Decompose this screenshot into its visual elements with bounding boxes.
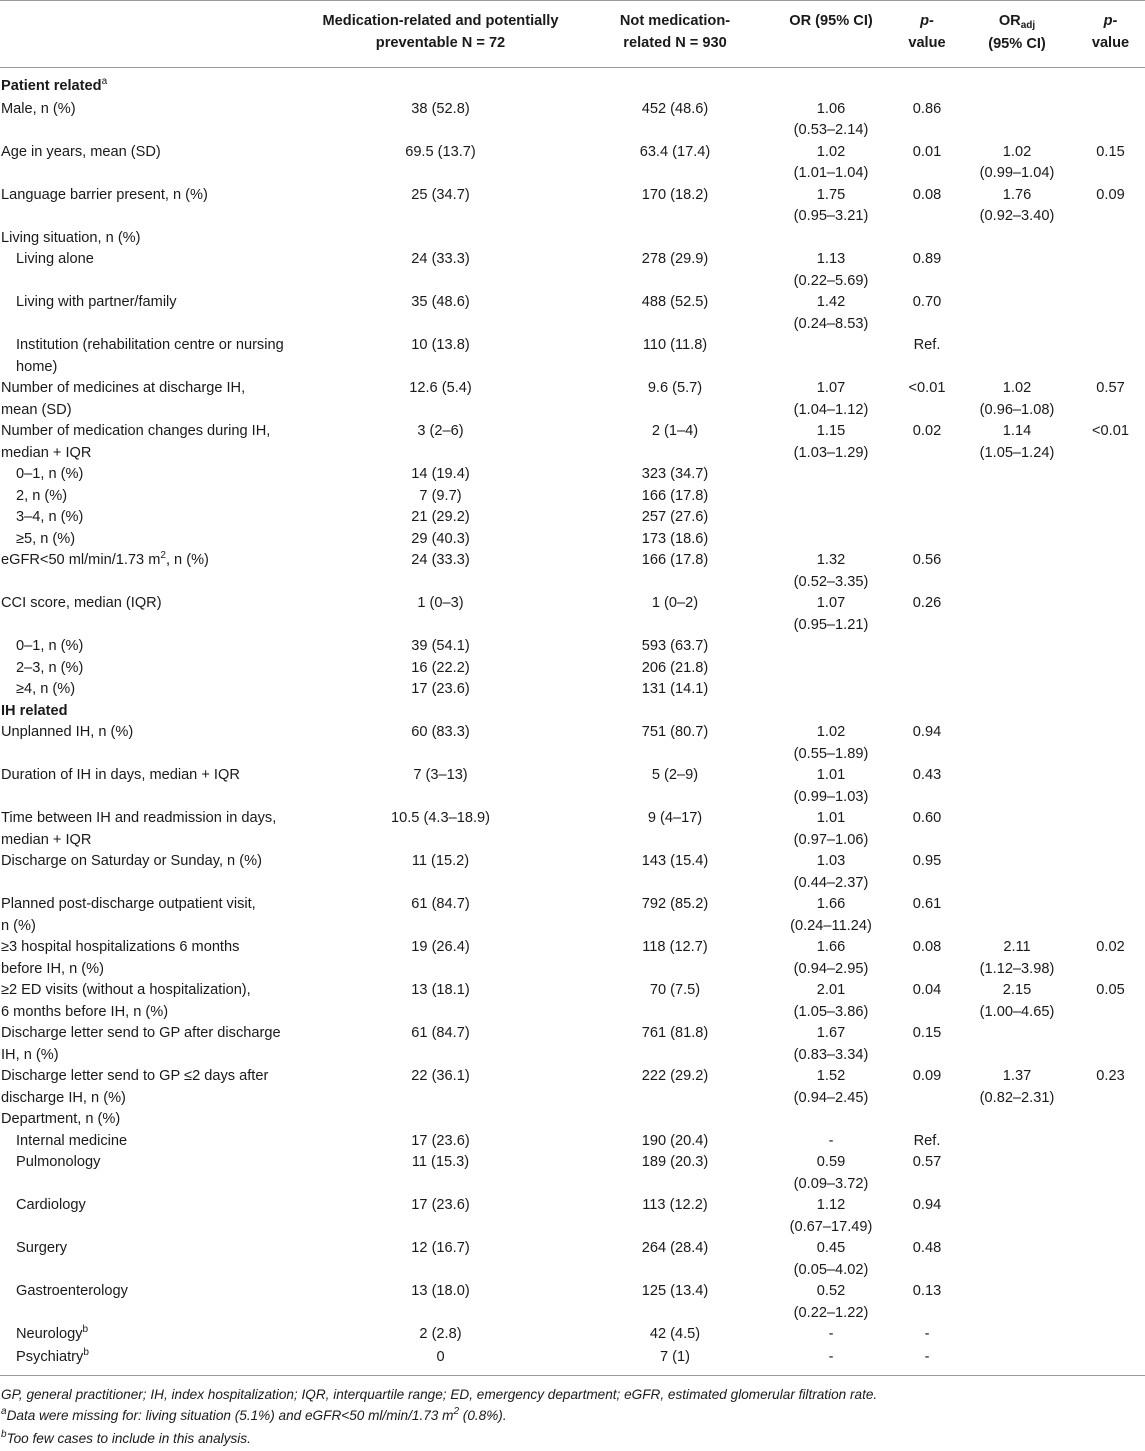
cell-or: 1.07 (0.95–1.21)	[793, 595, 869, 633]
row-label: Living with partner/family	[16, 294, 177, 310]
cell-not: 323 (34.7)	[641, 466, 709, 482]
cell-oradj: 1.76 (0.92–3.40)	[979, 186, 1055, 224]
cell-med: 16 (22.2)	[411, 659, 470, 676]
cell-padj: 0.02	[1096, 939, 1125, 955]
row-label: ≥5, n (%)	[16, 530, 76, 547]
row-label: Number of medication changes during IH, median + IQR	[1, 423, 271, 461]
row-label: Number of medicines at discharge IH, mean (SD)	[1, 380, 246, 418]
cell-not: 189 (20.3)	[641, 1154, 709, 1170]
cell-not: 166 (17.8)	[641, 552, 709, 568]
cell-p: 0.86	[912, 100, 942, 117]
cell-med: 0	[436, 1348, 445, 1365]
cell-p: 0.15	[912, 1025, 942, 1041]
cell-med: 7 (9.7)	[419, 487, 462, 504]
cell-not: 113 (12.2)	[642, 1197, 708, 1213]
cell-padj	[1076, 99, 1145, 142]
row-label: 2, n (%)	[16, 487, 68, 504]
cell-or: 0.59 (0.09–3.72)	[793, 1154, 869, 1192]
row-label: Neurology$^b$	[16, 1324, 89, 1342]
table-row	[0, 292, 1145, 335]
table-footnotes	[0, 1375, 1145, 1451]
cell-not: 488 (52.5)	[641, 294, 709, 310]
row-label: Pulmonology	[16, 1154, 101, 1170]
table-row	[0, 1152, 1145, 1195]
table-row	[0, 507, 1145, 529]
cell-p: 0.02	[912, 423, 942, 439]
cell-not: 206 (21.8)	[641, 659, 709, 676]
cell-med: 29 (40.3)	[411, 530, 470, 547]
cell-med: 3 (2–6)	[417, 423, 464, 439]
cell-not: 42 (4.5)	[649, 1326, 701, 1342]
row-label: Duration of IH in days, median + IQR	[1, 767, 240, 783]
cell-med: 25 (34.7)	[411, 186, 470, 203]
cell-padj: 0.15	[1096, 143, 1125, 160]
cell-or: 2.01 (1.05–3.86)	[793, 982, 869, 1020]
table-row	[0, 1324, 1145, 1347]
section-patient-related: Patient related$^a$	[1, 76, 108, 94]
cell-or: -	[828, 1132, 834, 1149]
cell-not: 257 (27.6)	[641, 509, 709, 525]
cell-or: 1.06 (0.53–2.14)	[793, 100, 869, 138]
cell-or: 1.32 (0.52–3.35)	[793, 552, 869, 590]
table-row	[0, 1238, 1145, 1281]
header-medication-related: Medication-related and potentially preventable N = 72	[297, 1, 584, 68]
row-label: Discharge letter send to GP ≤2 days after discharge IH, n (%)	[1, 1068, 269, 1106]
footnote-b: $^b$Too few cases to include in this analysis.	[1, 1429, 251, 1446]
cell-med: 7 (3–13)	[413, 767, 468, 783]
cell-padj: 0.09	[1096, 186, 1125, 203]
section-row	[0, 68, 1145, 99]
cell-or: 1.75 (0.95–3.21)	[793, 186, 869, 224]
cell-p: 0.01	[912, 143, 942, 160]
cell-med: 12.6 (5.4)	[409, 380, 472, 396]
cell-not: 593 (63.7)	[641, 638, 709, 654]
cell-p: 0.61	[912, 896, 942, 912]
cell-or: 0.45 (0.05–4.02)	[793, 1240, 869, 1278]
cell-not: 278 (29.9)	[641, 251, 709, 267]
cell-not: 110 (11.8)	[642, 337, 708, 353]
table-header-row	[0, 1, 1145, 68]
cell-not: 761 (81.8)	[641, 1025, 709, 1041]
cell-p: Ref.	[913, 1132, 941, 1149]
table-row	[0, 593, 1145, 636]
table-row	[0, 486, 1145, 508]
row-label: Psychiatry$^b$	[16, 1346, 89, 1365]
row-label: Unplanned IH, n (%)	[1, 724, 134, 740]
cell-med: 14 (19.4)	[411, 466, 470, 482]
row-label: Surgery	[16, 1240, 68, 1256]
cell-or: 1.13 (0.22–5.69)	[793, 251, 869, 289]
table-row	[0, 722, 1145, 765]
cell-p: 0.57	[912, 1154, 942, 1170]
row-label: Language barrier present, n (%)	[1, 186, 208, 203]
table-row	[0, 679, 1145, 701]
cell-p: 0.26	[912, 595, 942, 611]
cell-padj: 0.05	[1096, 982, 1125, 998]
table-row	[0, 1109, 1145, 1131]
cell-or: 1.07 (1.04–1.12)	[793, 380, 869, 418]
cell-not: 125 (13.4)	[641, 1283, 709, 1299]
cell-oradj: 2.15 (1.00–4.65)	[979, 982, 1055, 1020]
cell-or: -	[828, 1348, 834, 1365]
cell-not: 173 (18.6)	[641, 530, 709, 547]
table-row	[0, 228, 1145, 250]
table-row	[0, 1023, 1145, 1066]
cell-med: 1 (0–3)	[417, 595, 464, 611]
table-row	[0, 1066, 1145, 1109]
row-label: 2–3, n (%)	[16, 659, 84, 676]
cell-p: 0.70	[912, 294, 942, 310]
cell-p: 0.94	[912, 1197, 942, 1213]
cell-not: 118 (12.7)	[642, 939, 708, 955]
table-row	[0, 99, 1145, 142]
cell-med: 2 (2.8)	[419, 1326, 462, 1342]
footnote-a: $^a$Data were missing for: living situation (5.1%) and eGFR<50 ml/min/1.73 $m^2$ (0.8%).	[1, 1406, 507, 1423]
header-or: OR (95% CI)	[766, 1, 896, 68]
table-row	[0, 142, 1145, 185]
row-label: Discharge letter send to GP after discharge IH, n (%)	[1, 1025, 281, 1063]
cell-p: 0.60	[912, 810, 942, 826]
cell-not: 131 (14.1)	[641, 681, 709, 697]
cell-or: 1.42 (0.24–8.53)	[793, 294, 869, 332]
table-row	[0, 1347, 1145, 1370]
cell-p: -	[924, 1326, 930, 1342]
cell-or: 1.01 (0.97–1.06)	[793, 810, 869, 848]
cell-not: 222 (29.2)	[641, 1068, 709, 1084]
cell-p: <0.01	[908, 380, 946, 396]
row-label: Department, n (%)	[1, 1111, 121, 1127]
row-label: 3–4, n (%)	[16, 509, 84, 525]
cell-med: 39 (54.1)	[411, 638, 470, 654]
cell-med: 24 (33.3)	[411, 251, 470, 267]
table-row	[0, 980, 1145, 1023]
cell-not: 7 (1)	[659, 1348, 690, 1365]
cell-med: 12 (16.7)	[411, 1240, 470, 1256]
row-label: 0–1, n (%)	[16, 466, 84, 482]
row-label: Male, n (%)	[1, 100, 76, 117]
row-label: Living situation, n (%)	[1, 229, 141, 246]
table-row	[0, 851, 1145, 894]
table-row	[0, 658, 1145, 680]
cell-med: 69.5 (13.7)	[405, 143, 476, 160]
cell-oradj: 1.02 (0.96–1.08)	[979, 380, 1055, 418]
row-label: ≥2 ED visits (without a hospitalization), 6 months before IH, n (%)	[1, 982, 251, 1020]
row-label: Gastroenterology	[16, 1283, 128, 1299]
cell-p: 0.89	[912, 251, 942, 267]
row-label: Institution (rehabilitation centre or nursing home)	[16, 337, 284, 375]
header-not-medication-related: Not medication- related N = 930	[584, 1, 766, 68]
cell-p: 0.08	[912, 939, 942, 955]
row-label: Planned post-discharge outpatient visit, n (%)	[1, 896, 256, 934]
cell-med: 13 (18.1)	[411, 982, 470, 998]
row-label: ≥3 hospital hospitalizations 6 months before IH, n (%)	[1, 939, 240, 977]
cell-not: 70 (7.5)	[649, 982, 701, 998]
table-row	[0, 249, 1145, 292]
table-row	[0, 636, 1145, 658]
row-label: CCI score, median (IQR)	[1, 595, 162, 611]
cell-p: Ref.	[913, 337, 941, 353]
cell-padj: 0.23	[1096, 1068, 1125, 1084]
header-p-value-adjusted: p- value	[1076, 1, 1145, 68]
section-row	[0, 701, 1145, 723]
cell-med: 21 (29.2)	[411, 509, 470, 525]
row-label: Living alone	[16, 251, 94, 267]
table-row	[0, 808, 1145, 851]
table-row	[0, 185, 1145, 228]
table-row	[0, 378, 1145, 421]
row-label: ≥4, n (%)	[16, 681, 76, 697]
table-row	[0, 529, 1145, 551]
cell-not: 9.6 (5.7)	[647, 380, 703, 396]
cell-med: 19 (26.4)	[411, 939, 470, 955]
cell-not: 63.4 (17.4)	[639, 143, 711, 160]
cell-not: 264 (28.4)	[641, 1240, 709, 1256]
cell-p: -	[924, 1348, 930, 1365]
cell-not: 792 (85.2)	[641, 896, 709, 912]
cell-not: 1 (0–2)	[651, 595, 699, 611]
row-label: Discharge on Saturday or Sunday, n (%)	[1, 853, 262, 869]
cell-med: 61 (84.7)	[411, 1025, 470, 1041]
cell-or: 1.52 (0.94–2.45)	[793, 1068, 869, 1106]
row-label: eGFR<50 ml/min/1.73 $m^2$, n (%)	[1, 550, 209, 568]
cell-oradj: 1.02 (0.99–1.04)	[979, 143, 1055, 181]
cell-oradj	[958, 99, 1076, 142]
cell-med: 24 (33.3)	[411, 552, 470, 568]
cell-med: 17 (23.6)	[411, 1132, 470, 1149]
row-label: 0–1, n (%)	[16, 638, 84, 654]
cell-med: 11 (15.2)	[411, 853, 470, 869]
cell-not: 452 (48.6)	[641, 100, 709, 117]
cell-not: 5 (2–9)	[651, 767, 699, 783]
cell-padj: 0.57	[1096, 380, 1125, 396]
cell-p: 0.95	[912, 853, 942, 869]
table-row	[0, 335, 1145, 378]
table-row	[0, 1195, 1145, 1238]
table-row	[0, 765, 1145, 808]
cell-p: 0.43	[912, 767, 942, 783]
cell-oradj: 1.37 (0.82–2.31)	[979, 1068, 1055, 1106]
header-or-adjusted: $OR_{adj}$ (95% CI)	[958, 1, 1076, 68]
table-row	[0, 464, 1145, 486]
table-row	[0, 1281, 1145, 1324]
row-label: Time between IH and readmission in days, median + IQR	[1, 810, 277, 848]
cell-or: 1.67 (0.83–3.34)	[793, 1025, 869, 1063]
cell-or: 1.01 (0.99–1.03)	[793, 767, 869, 805]
table-row	[0, 894, 1145, 937]
cell-or: 1.66 (0.94–2.95)	[793, 939, 869, 977]
row-label: Age in years, mean (SD)	[1, 143, 161, 160]
cell-p: 0.56	[912, 552, 942, 568]
cell-or: 1.02 (0.55–1.89)	[793, 724, 869, 762]
cell-p: 0.48	[912, 1240, 942, 1256]
cell-med: 10.5 (4.3–18.9)	[391, 810, 490, 826]
cell-med: 35 (48.6)	[411, 294, 470, 310]
cell-med: 60 (83.3)	[411, 724, 470, 740]
header-p-value: p- value	[896, 1, 958, 68]
cell-not: 751 (80.7)	[641, 724, 709, 740]
cell-or: 1.66 (0.24–11.24)	[790, 896, 872, 934]
cell-or: 1.02 (1.01–1.04)	[793, 143, 869, 181]
row-label: Internal medicine	[16, 1132, 128, 1149]
cell-oradj: 2.11 (1.12–3.98)	[979, 939, 1055, 977]
section-ih-related: IH related	[1, 702, 68, 719]
cell-med: 13 (18.0)	[411, 1283, 470, 1299]
cell-not: 143 (15.4)	[641, 853, 709, 869]
cell-or: 0.52 (0.22–1.22)	[793, 1283, 869, 1321]
cell-not: 170 (18.2)	[641, 186, 709, 203]
table-row	[0, 421, 1145, 464]
table-row	[0, 550, 1145, 593]
header-label-column	[0, 1, 297, 68]
cell-or: -	[828, 1326, 834, 1342]
row-label: Cardiology	[16, 1197, 86, 1213]
cell-med: 22 (36.1)	[411, 1068, 470, 1084]
cell-p: 0.09	[912, 1068, 942, 1084]
footnote-abbreviations: GP, general practitioner; IH, index hospitalization; IQR, interquartile range; ED, emergency department; eGFR, estimated glomerular filtration rate.	[1, 1387, 878, 1402]
cell-p: 0.04	[912, 982, 942, 998]
cell-p: 0.13	[912, 1283, 942, 1299]
table-row	[0, 1131, 1145, 1153]
cell-not: 9 (4–17)	[647, 810, 703, 826]
cell-not: 2 (1–4)	[651, 423, 699, 439]
cell-med: 38 (52.8)	[411, 100, 470, 117]
table-row	[0, 937, 1145, 980]
cell-med: 10 (13.8)	[411, 337, 470, 353]
cell-or: 1.15 (1.03–1.29)	[793, 423, 869, 461]
cell-not: 166 (17.8)	[641, 487, 709, 504]
cell-oradj: 1.14 (1.05–1.24)	[979, 423, 1055, 461]
cell-not: 190 (20.4)	[641, 1132, 709, 1149]
cell-p: 0.08	[912, 186, 942, 203]
cell-or: 1.03 (0.44–2.37)	[793, 853, 869, 891]
cell-med: 61 (84.7)	[411, 896, 470, 912]
cell-med: 17 (23.6)	[411, 1197, 470, 1213]
cell-med: 11 (15.3)	[411, 1154, 470, 1170]
cell-or: 1.12 (0.67–17.49)	[789, 1197, 873, 1235]
cell-padj: <0.01	[1092, 423, 1129, 439]
cell-p: 0.94	[912, 724, 942, 740]
cell-med: 17 (23.6)	[411, 681, 470, 697]
